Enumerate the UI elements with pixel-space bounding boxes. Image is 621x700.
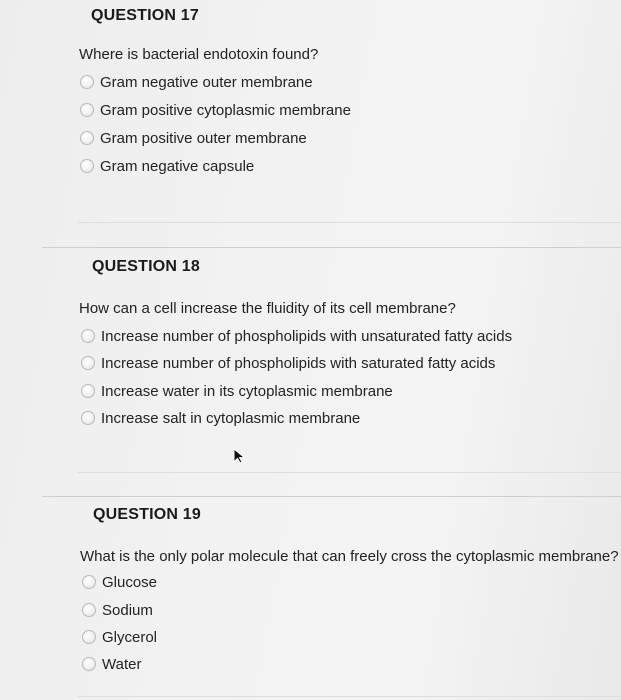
question-divider: [78, 472, 621, 473]
question-divider: [42, 496, 621, 497]
radio-unselected-icon[interactable]: [82, 575, 96, 589]
question-18-title: QUESTION 18: [92, 258, 201, 275]
radio-unselected-icon[interactable]: [81, 329, 95, 343]
mouse-pointer-icon: [232, 448, 246, 464]
question-19-option-3[interactable]: [82, 626, 157, 648]
radio-unselected-icon[interactable]: [82, 657, 96, 671]
option-label: Gram positive outer membrane: [100, 129, 307, 147]
radio-unselected-icon[interactable]: [80, 131, 94, 145]
question-19-option-4[interactable]: [82, 653, 141, 675]
option-label: Glycerol: [102, 628, 158, 646]
question-19-prompt: What is the only polar molecule that can freely cross the cytoplasmic membrane?: [80, 548, 619, 565]
question-18-option-3[interactable]: [81, 380, 393, 402]
option-label: Increase number of phospholipids with unsaturated fatty acids: [101, 327, 513, 345]
option-label: Increase salt in cytoplasmic membrane: [101, 409, 361, 427]
option-label: Gram negative outer membrane: [100, 73, 313, 91]
option-label: Sodium: [102, 601, 153, 619]
question-17-option-4[interactable]: [80, 155, 254, 177]
question-17-prompt: Where is bacterial endotoxin found?: [79, 46, 319, 63]
radio-unselected-icon[interactable]: [82, 630, 96, 644]
radio-unselected-icon[interactable]: [80, 75, 94, 89]
question-17-option-2[interactable]: [80, 99, 351, 121]
question-19-title: QUESTION 19: [93, 506, 202, 523]
question-18-prompt: How can a cell increase the fluidity of its cell membrane?: [79, 300, 456, 317]
option-label: Glucose: [102, 573, 158, 591]
radio-unselected-icon[interactable]: [82, 603, 96, 617]
radio-unselected-icon[interactable]: [80, 159, 94, 173]
question-19-option-1[interactable]: [82, 571, 157, 593]
radio-unselected-icon[interactable]: [81, 384, 95, 398]
radio-unselected-icon[interactable]: [81, 411, 95, 425]
radio-unselected-icon[interactable]: [80, 103, 94, 117]
radio-unselected-icon[interactable]: [81, 356, 95, 370]
option-label: Gram negative capsule: [100, 157, 255, 175]
question-divider: [78, 696, 621, 697]
question-divider: [78, 222, 621, 223]
question-18-option-4[interactable]: [81, 407, 360, 429]
option-label: Increase number of phospholipids with saturated fatty acids: [101, 354, 496, 372]
option-label: Increase water in its cytoplasmic membrane: [101, 382, 393, 400]
question-17-option-3[interactable]: [80, 127, 307, 149]
option-label: Gram positive cytoplasmic membrane: [100, 101, 351, 119]
question-18-option-2[interactable]: [81, 352, 495, 374]
question-divider: [42, 247, 621, 248]
question-19-option-2[interactable]: [82, 599, 153, 621]
question-18-option-1[interactable]: [81, 325, 512, 347]
question-17-title: QUESTION 17: [91, 7, 200, 24]
option-label: Water: [102, 655, 142, 673]
question-17-option-1[interactable]: [80, 71, 313, 93]
